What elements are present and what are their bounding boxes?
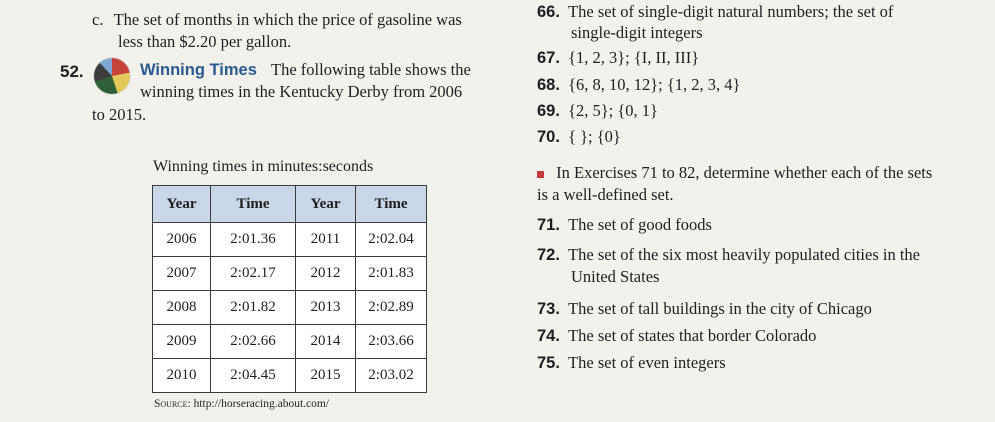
exercise-71-text: The set of good foods — [568, 215, 712, 234]
instruction-line1 — [537, 163, 932, 183]
right-column — [525, 0, 995, 422]
problem-52-number: 52. — [60, 62, 84, 81]
item-c-line1 — [92, 10, 462, 30]
table-cell: 2010 — [153, 359, 211, 393]
header-year-2: Year — [296, 186, 356, 223]
exercise-66-number: 66. — [537, 3, 560, 21]
table-row — [153, 291, 427, 325]
table-cell: 2:02.17 — [211, 257, 296, 291]
instruction-line2: is a well-defined set. — [537, 185, 674, 204]
problem-52-line2: winning times in the Kentucky Derby from 2006 — [140, 82, 463, 101]
exercise-67 — [537, 48, 699, 68]
header-time-1: Time — [211, 186, 296, 223]
exercise-66 — [537, 2, 893, 22]
pie-chart-icon — [94, 58, 130, 94]
table-source — [154, 398, 329, 410]
table-cell: 2011 — [296, 223, 356, 257]
table-row — [153, 257, 427, 291]
table-cell: 2006 — [153, 223, 211, 257]
table-cell: 2:01.82 — [211, 291, 296, 325]
exercise-75 — [537, 353, 726, 373]
problem-52-line1 — [140, 60, 471, 80]
table-row — [153, 359, 427, 393]
exercise-71 — [537, 215, 712, 235]
exercise-74-text: The set of states that border Colorado — [568, 326, 817, 345]
exercise-66-line2: single-digit integers — [571, 23, 703, 42]
header-time-2: Time — [356, 186, 427, 223]
problem-52-line3: to 2015. — [92, 105, 147, 124]
table-cell: 2009 — [153, 325, 211, 359]
table-cell: 2008 — [153, 291, 211, 325]
exercise-68 — [537, 75, 740, 95]
exercise-74 — [537, 326, 816, 346]
source-url: http://horseracing.about.com/ — [193, 398, 330, 410]
header-year-1: Year — [153, 186, 211, 223]
exercise-68-number: 68. — [537, 76, 560, 94]
exercise-73-number: 73. — [537, 300, 560, 318]
exercise-68-text: {6, 8, 10, 12}; {1, 2, 3, 4} — [568, 75, 741, 94]
table-row — [153, 223, 427, 257]
exercise-72-number: 72. — [537, 246, 560, 264]
exercise-73-text: The set of tall buildings in the city of Chicago — [568, 299, 872, 318]
table-cell: 2:04.45 — [211, 359, 296, 393]
table-cell: 2014 — [296, 325, 356, 359]
exercise-70 — [537, 127, 621, 147]
table-cell: 2015 — [296, 359, 356, 393]
table-cell: 2:01.83 — [356, 257, 427, 291]
table-cell: 2:03.02 — [356, 359, 427, 393]
table-row — [153, 325, 427, 359]
exercise-70-number: 70. — [537, 128, 560, 146]
table-header-row — [153, 186, 427, 223]
exercise-73 — [537, 299, 872, 319]
problem-52-text: The following table shows the — [271, 60, 471, 79]
exercise-69-number: 69. — [537, 102, 560, 120]
exercise-75-text: The set of even integers — [568, 353, 726, 372]
exercise-66-text: The set of single-digit natural numbers; the set of — [568, 2, 894, 21]
table-cell: 2:02.66 — [211, 325, 296, 359]
exercise-71-number: 71. — [537, 216, 560, 234]
exercise-67-text: {1, 2, 3}; {I, II, III} — [568, 48, 700, 67]
table-cell: 2007 — [153, 257, 211, 291]
item-c-line2: less than $2.20 per gallon. — [118, 32, 292, 51]
problem-52-title: Winning Times — [140, 61, 257, 79]
table-cell: 2012 — [296, 257, 356, 291]
exercise-70-text: { }; {0} — [568, 127, 621, 146]
winning-times-table — [152, 185, 427, 393]
exercise-72 — [537, 245, 920, 265]
table-cell: 2:01.36 — [211, 223, 296, 257]
exercise-69 — [537, 101, 658, 121]
item-c-label: c. — [92, 10, 104, 29]
table-cell: 2:02.89 — [356, 291, 427, 325]
exercise-72-line2: United States — [571, 267, 660, 286]
bullet-icon — [537, 171, 544, 178]
exercise-69-text: {2, 5}; {0, 1} — [568, 101, 658, 120]
exercise-72-text: The set of the six most heavily populated cities in the — [568, 245, 920, 264]
exercise-67-number: 67. — [537, 49, 560, 67]
item-c-text: The set of months in which the price of gasoline was — [113, 10, 462, 29]
table-cell: 2:02.04 — [356, 223, 427, 257]
exercise-74-number: 74. — [537, 327, 560, 345]
table-caption: Winning times in minutes:seconds — [153, 158, 374, 175]
table-cell: 2:03.66 — [356, 325, 427, 359]
exercise-75-number: 75. — [537, 354, 560, 372]
table-cell: 2013 — [296, 291, 356, 325]
source-label: Source: — [154, 398, 191, 410]
instruction-text: In Exercises 71 to 82, determine whether each of the sets — [556, 163, 933, 182]
